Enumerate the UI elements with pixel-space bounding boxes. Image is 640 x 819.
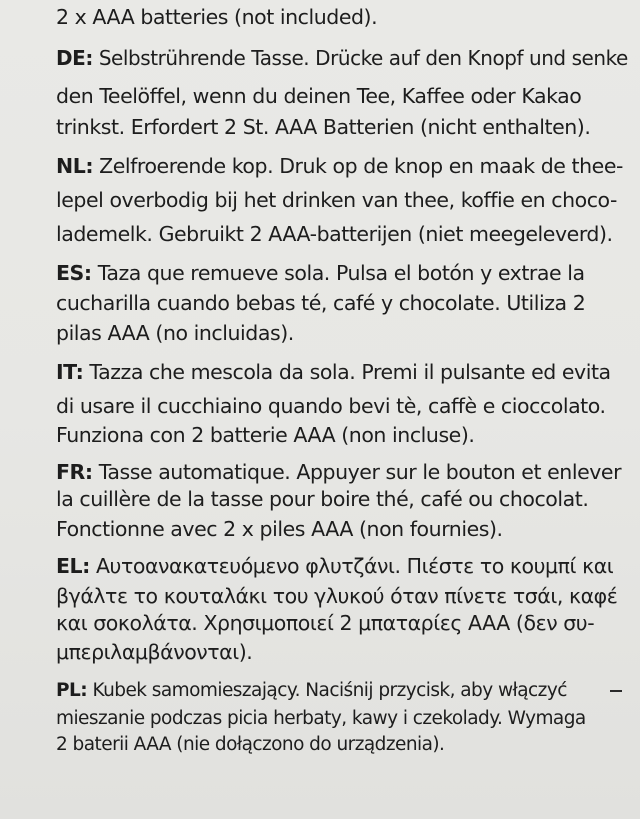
- language-code-pl: PL:: [56, 680, 88, 701]
- de-line-2: [56, 82, 581, 110]
- it-text-3: Funziona con 2 batterie AAA (non incluse).: [56, 423, 475, 447]
- el-line-1: [56, 552, 613, 580]
- es-text-2: cucharilla cuando bebas té, café y chocolate. Utiliza 2: [56, 291, 586, 315]
- el-line-2: [56, 582, 617, 610]
- de-line-3: [56, 113, 590, 141]
- nl-line-2: [56, 186, 617, 214]
- language-code-nl: NL:: [56, 154, 94, 178]
- language-code-de: DE:: [56, 46, 93, 70]
- fr-text-2: la cuillère de la tasse pour boire thé, café ou chocolat.: [56, 487, 589, 511]
- el-text-3: και σοκολάτα. Χρησιμοποιεί 2 μπαταρίες AAA (δεν συ-: [56, 611, 595, 635]
- el-text-1: Αυτοανακατευόμενο φλυτζάνι. Πιέστε το κουμπί και: [89, 554, 614, 578]
- language-code-it: IT:: [56, 360, 84, 384]
- pl-text-2: mieszanie podczas picia herbaty, kawy i czekolady. Wymaga: [56, 708, 586, 729]
- pl-text-3: 2 baterii AAA (nie dołączono do urządzenia).: [56, 734, 445, 755]
- fr-line-1: [56, 458, 621, 486]
- it-line-2: [56, 392, 606, 420]
- nl-text-2: lepel overbodig bij het drinken van thee, koffie en choco-: [56, 188, 617, 212]
- es-line-1: [56, 259, 585, 287]
- el-text-4: μπεριλαμβάνονται).: [56, 640, 253, 664]
- nl-line-3: [56, 220, 613, 248]
- pl-text-1: Kubek samomieszający. Naciśnij przycisk, aby włączyć: [87, 680, 567, 701]
- de-text-3: trinkst. Erfordert 2 St. AAA Batterien (nicht enthalten).: [56, 115, 591, 139]
- de-text-1: Selbstrührende Tasse. Drücke auf den Knopf und senke: [92, 46, 628, 70]
- el-text-2: βγάλτε το κουταλάκι του γλυκού όταν πίνετε τσάι, καφέ: [56, 584, 618, 608]
- el-line-3: [56, 609, 594, 637]
- el-line-4: [56, 638, 252, 666]
- language-code-el: EL:: [56, 554, 90, 578]
- language-code-es: ES:: [56, 261, 92, 285]
- fr-line-3: [56, 515, 503, 543]
- pl-line-2: [56, 705, 586, 733]
- fr-text-1: Tasse automatique. Appuyer sur le bouton et enlever: [92, 460, 622, 484]
- pl-line-3: [56, 731, 444, 759]
- nl-text-3: lademelk. Gebruikt 2 AAA-batterijen (niet meegeleverd).: [56, 222, 613, 246]
- fr-text-3: Fonctionne avec 2 x piles AAA (non fournies).: [56, 517, 503, 541]
- intro-line-1: [56, 3, 377, 31]
- edge-dash-mark: [610, 690, 622, 692]
- es-text-1: Taza que remueve sola. Pulsa el botón y extrae la: [91, 261, 585, 285]
- nl-text-1: Zelfroerende kop. Druk op de knop en maak de thee-: [93, 154, 623, 178]
- pl-line-1: [56, 677, 567, 705]
- de-text-2: den Teelöffel, wenn du deinen Tee, Kaffee oder Kakao: [56, 84, 582, 108]
- es-line-2: [56, 289, 585, 317]
- it-text-2: di usare il cucchiaino quando bevi tè, caffè e cioccolato.: [56, 394, 606, 418]
- it-line-1: [56, 358, 611, 386]
- es-text-3: pilas AAA (no incluidas).: [56, 321, 294, 345]
- intro-text: 2 x AAA batteries (not included).: [56, 5, 378, 29]
- de-line-1: [56, 44, 628, 72]
- language-code-fr: FR:: [56, 460, 93, 484]
- fr-line-2: [56, 485, 588, 513]
- it-text-1: Tazza che mescola da sola. Premi il pulsante ed evita: [83, 360, 611, 384]
- nl-line-1: [56, 152, 623, 180]
- es-line-3: [56, 319, 294, 347]
- it-line-3: [56, 421, 474, 449]
